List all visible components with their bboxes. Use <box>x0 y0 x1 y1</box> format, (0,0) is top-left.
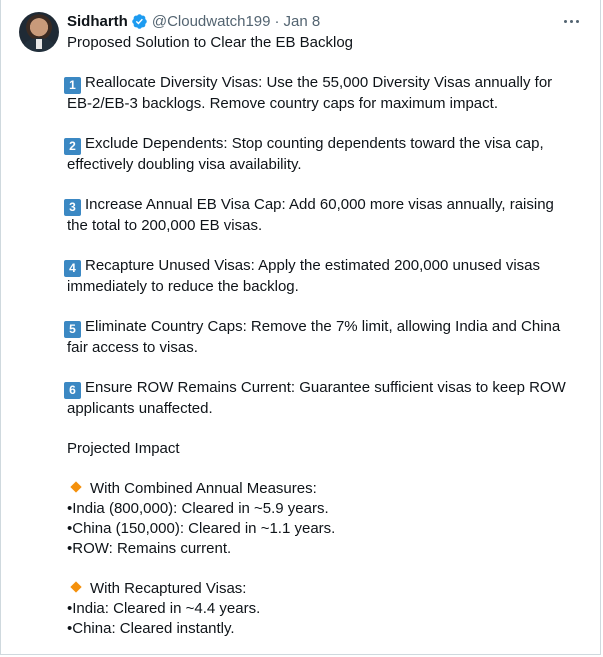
combined-heading: With Combined Annual Measures: <box>90 480 317 497</box>
impact-heading: Projected Impact <box>67 440 180 457</box>
keycap-number-icon: 3 <box>64 199 81 216</box>
impact-item: •China (150,000): Cleared in ~1.1 years. <box>67 520 336 537</box>
point-text: Increase Annual EB Visa Cap: Add 60,000 more visas annually, raising <box>85 196 554 213</box>
point-text-continued: fair access to visas. <box>67 339 198 356</box>
tweet-text <box>67 33 587 639</box>
point-text: Recapture Unused Visas: Apply the estimated 200,000 unused visas <box>85 257 541 274</box>
tweet-date[interactable]: Jan 8 <box>283 12 321 30</box>
point-text: Reallocate Diversity Visas: Use the 55,000 Diversity Visas annually for <box>85 74 553 91</box>
point-6 <box>64 378 587 419</box>
impact-item: •India (800,000): Cleared in ~5.9 years. <box>67 500 329 517</box>
keycap-number-icon: 6 <box>64 382 81 399</box>
point-3 <box>64 195 587 236</box>
point-5 <box>64 317 587 358</box>
point-text-continued: applicants unaffected. <box>67 400 213 417</box>
point-text: Eliminate Country Caps: Remove the 7% limit, allowing India and China <box>85 318 561 335</box>
point-text: Exclude Dependents: Stop counting dependents toward the visa cap, <box>85 135 544 152</box>
tweet-header <box>67 11 320 31</box>
avatar[interactable] <box>19 12 59 52</box>
point-text: Ensure ROW Remains Current: Guarantee sufficient visas to keep ROW <box>85 379 566 396</box>
point-text-continued: effectively doubling visa availability. <box>67 156 302 173</box>
author-handle[interactable]: @Cloudwatch199 <box>151 12 271 30</box>
orange-diamond-icon <box>70 481 81 492</box>
point-2 <box>64 134 587 175</box>
more-dot <box>570 20 573 23</box>
keycap-number-icon: 4 <box>64 260 81 277</box>
more-dot <box>564 20 567 23</box>
orange-diamond-icon <box>70 581 81 592</box>
author-name[interactable]: Sidharth <box>67 12 128 30</box>
separator-dot: · <box>274 12 280 30</box>
keycap-number-icon: 2 <box>64 138 81 155</box>
point-text-continued: immediately to reduce the backlog. <box>67 278 299 295</box>
more-dot <box>576 20 579 23</box>
impact-item: •India: Cleared in ~4.4 years. <box>67 600 261 617</box>
verified-badge-icon[interactable] <box>131 13 148 30</box>
recaptured-heading: With Recaptured Visas: <box>90 580 247 597</box>
point-1 <box>64 73 587 114</box>
more-options-icon[interactable] <box>560 11 582 31</box>
impact-item: •ROW: Remains current. <box>67 540 232 557</box>
point-text-continued: EB-2/EB-3 backlogs. Remove country caps for maximum impact. <box>67 95 498 112</box>
keycap-number-icon: 1 <box>64 77 81 94</box>
point-4 <box>64 256 587 297</box>
avatar-collar <box>36 39 42 49</box>
point-text-continued: the total to 200,000 EB visas. <box>67 217 263 234</box>
impact-item: •China: Cleared instantly. <box>67 620 235 637</box>
tweet-title: Proposed Solution to Clear the EB Backlog <box>67 34 354 51</box>
keycap-number-icon: 5 <box>64 321 81 338</box>
